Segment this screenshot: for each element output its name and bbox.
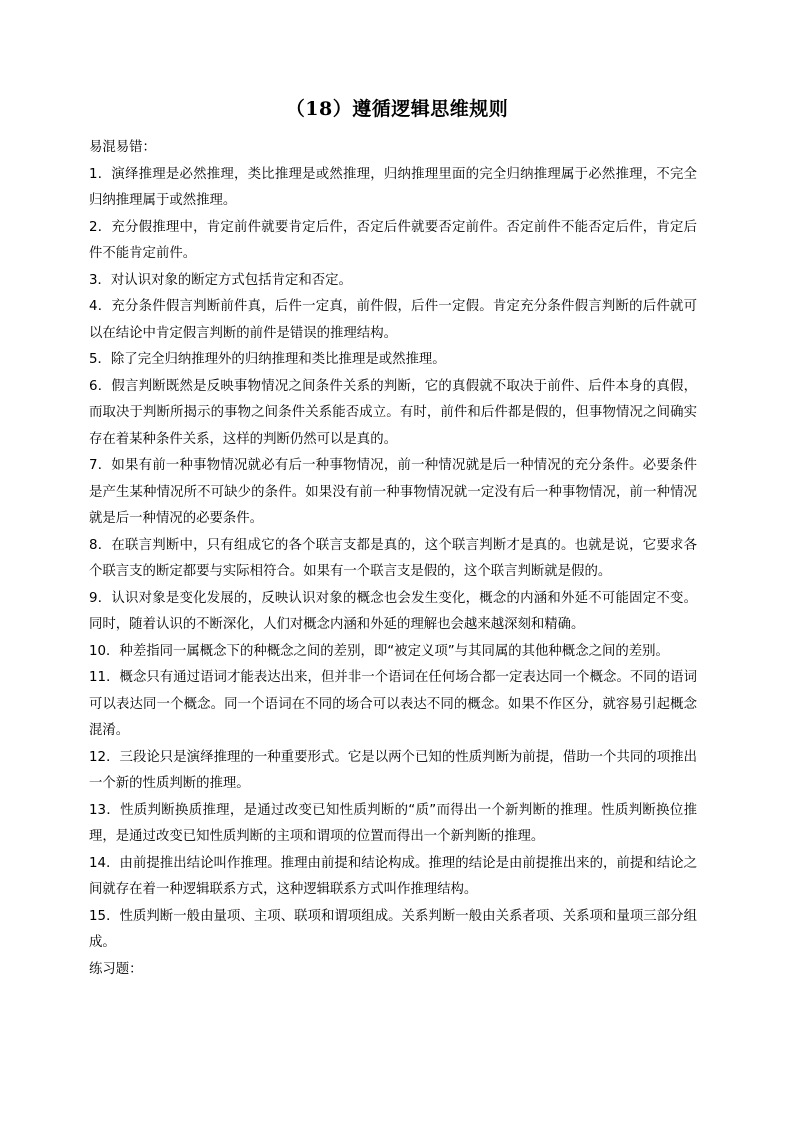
document-body — [89, 135, 697, 983]
exercise-label: 练习题： — [89, 961, 143, 977]
list-item-5: 5．除了完全归纳推理外的归纳推理和类比推理是或然推理。 — [89, 352, 446, 367]
list-item-13: 13．性质判断换质推理，是通过改变已知性质判断的“质”而得出一个新判断的推理。性质判断换位推理，是通过改变已知性质判断的主项和谓项的位置而得出一个新判断的推理。 — [89, 802, 697, 844]
list-item-8: 8．在联言判断中，只有组成它的各个联言支都是真的，这个联言判断才是真的。也就是说，它要求各个联言支的断定都要与实际相符合。如果有一个联言支是假的，这个联言判断就是假的。 — [89, 537, 697, 579]
list-item-15: 15．性质判断一般由量项、主项、联项和谓项组成。关系判断一般由关系者项、关系项和量项三部分组成。 — [89, 908, 697, 950]
list-item-14: 14．由前提推出结论叫作推理。推理由前提和结论构成。推理的结论是由前提推出来的，前提和结论之间就存在着一种逻辑联系方式，这种逻辑联系方式叫作推理结构。 — [89, 855, 697, 897]
list-item-11: 11．概念只有通过语词才能表达出来，但并非一个语词在任何场合都一定表达同一个概念。不同的语词可以表达同一个概念。同一个语词在不同的场合可以表达不同的概念。如果不作区分，就容易引起概念混淆。 — [89, 670, 697, 738]
list-item-4: 4．充分条件假言判断前件真，后件一定真，前件假，后件一定假。肯定充分条件假言判断的后件就可以在结论中肯定假言判断的前件是错误的推理结构。 — [89, 299, 697, 341]
list-item-6: 6．假言判断既然是反映事物情况之间条件关系的判断，它的真假就不取决于前件、后件本身的真假，而取决于判断所揭示的事物之间条件关系能否成立。有时，前件和后件都是假的，但事物情况之间确实存在着某种条件关系，这样的判断仍然可以是真的。 — [89, 378, 697, 447]
list-item-10: 10．种差指同一属概念下的种概念之间的差别，即“被定义项”与其同属的其他种概念之间的差别。 — [89, 643, 669, 659]
list-item-1: 1．演绎推理是必然推理，类比推理是或然推理，归纳推理里面的完全归纳推理属于必然推理，不完全归纳推理属于或然推理。 — [89, 166, 697, 208]
list-item-3: 3．对认识对象的断定方式包括肯定和否定。 — [89, 272, 352, 288]
page-title: （18）遵循逻辑思维规则 — [285, 98, 509, 120]
section-label: 易混易错： — [89, 140, 156, 155]
list-item-9: 9．认识对象是变化发展的，反映认识对象的概念也会发生变化，概念的内涵和外延不可能固定不变。同时，随着认识的不断深化，人们对概念内涵和外延的理解也会越来越深刻和精确。 — [89, 590, 697, 632]
list-item-12: 12．三段论只是演绎推理的一种重要形式。它是以两个已知的性质判断为前提，借助一个共同的项推出一个新的性质判断的推理。 — [89, 749, 697, 791]
list-item-2: 2．充分假推理中，肯定前件就要肯定后件，否定后件就要否定前件。否定前件不能否定后件，肯定后件不能肯定前件。 — [89, 219, 697, 261]
list-item-7: 7．如果有前一种事物情况就必有后一种事物情况，前一种情况就是后一种情况的充分条件。必要条件是产生某种情况所不可缺少的条件。如果没有前一种事物情况就一定没有后一种事物情况，前一种情况就是后一种情况的必要条件。 — [89, 458, 697, 526]
